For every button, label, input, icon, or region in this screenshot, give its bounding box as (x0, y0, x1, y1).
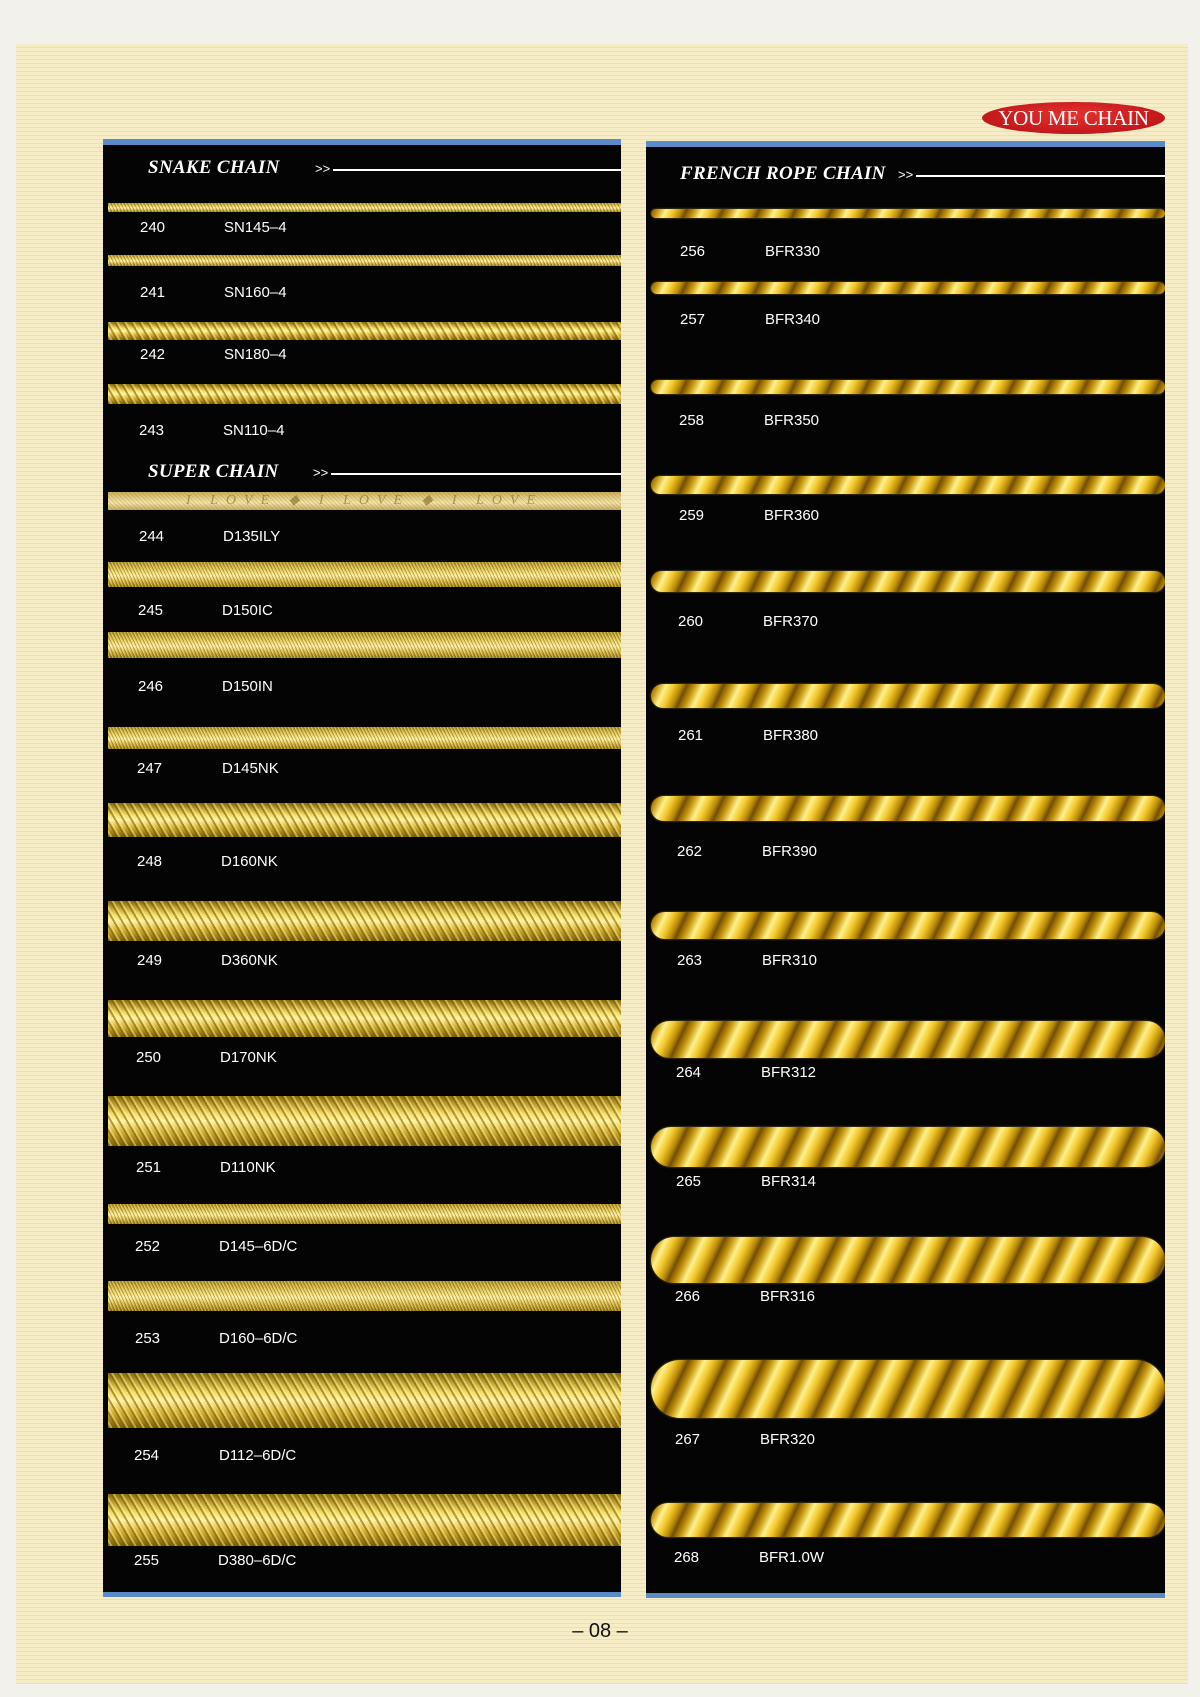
chain-image (108, 492, 621, 510)
item-number: 244 (139, 528, 165, 545)
chain-image (108, 727, 621, 749)
chain-image (651, 1360, 1165, 1418)
item-number: 240 (140, 219, 166, 236)
chain-image (651, 282, 1165, 294)
heading-rule (331, 473, 621, 475)
item-code: D160NK (221, 853, 278, 870)
item-number: 251 (136, 1159, 162, 1176)
heading-rule (916, 175, 1165, 177)
item-code: D360NK (221, 952, 278, 969)
item-number: 262 (677, 843, 703, 860)
item-code: D145NK (222, 760, 279, 777)
item-code: SN160–4 (224, 284, 287, 301)
item-code: BFR390 (762, 843, 818, 860)
chain-image (108, 1204, 621, 1224)
chain-image (108, 1494, 621, 1546)
item-code: D110NK (220, 1159, 276, 1176)
item-number: 259 (679, 507, 705, 524)
chain-image (651, 1503, 1165, 1537)
chain-image (108, 632, 621, 658)
item-number: 258 (679, 412, 705, 429)
item-number: 268 (674, 1549, 700, 1566)
chain-image (651, 796, 1165, 821)
chain-image (108, 203, 621, 212)
chain-image (651, 1021, 1165, 1058)
item-number: 249 (137, 952, 163, 969)
item-number: 247 (137, 760, 163, 777)
heading-rule (333, 169, 621, 171)
item-code: BFR350 (764, 412, 820, 429)
item-number: 245 (138, 602, 164, 619)
item-code: BFR370 (763, 613, 819, 630)
item-code: SN110–4 (223, 422, 285, 439)
item-number: 265 (676, 1173, 702, 1190)
item-code: BFR380 (763, 727, 819, 744)
section-heading-super-chain: SUPER CHAIN (148, 461, 279, 482)
item-code: BFR360 (764, 507, 820, 524)
item-number: 261 (678, 727, 704, 744)
item-number: 264 (676, 1064, 702, 1081)
item-number: 246 (138, 678, 164, 695)
chain-image (651, 684, 1165, 708)
item-code: BFR310 (762, 952, 818, 969)
item-number: 263 (677, 952, 703, 969)
arrow-icon: >> (313, 465, 329, 480)
brand-badge: YOU ME CHAIN (982, 102, 1165, 134)
chain-image (651, 571, 1165, 592)
item-number: 250 (136, 1049, 162, 1066)
item-number: 266 (675, 1288, 701, 1305)
chain-image (108, 1373, 621, 1428)
item-code: D112–6D/C (219, 1447, 297, 1464)
item-code: BFR312 (761, 1064, 817, 1081)
item-code: D160–6D/C (219, 1330, 298, 1347)
item-code: D380–6D/C (218, 1552, 297, 1569)
item-number: 253 (135, 1330, 161, 1347)
item-code: BFR1.0W (759, 1549, 825, 1566)
item-code: D150IC (222, 602, 273, 619)
item-code: SN180–4 (224, 346, 287, 363)
item-number: 241 (140, 284, 166, 301)
item-code: BFR314 (761, 1173, 817, 1190)
item-code: D145–6D/C (219, 1238, 298, 1255)
item-number: 256 (680, 243, 706, 260)
chain-image (108, 384, 621, 404)
chain-image (651, 1127, 1165, 1167)
item-number: 255 (134, 1552, 160, 1569)
item-number: 267 (675, 1431, 701, 1448)
chain-image (108, 1281, 621, 1311)
item-number: 242 (140, 346, 166, 363)
chain-image (651, 1237, 1165, 1283)
chain-image (108, 255, 621, 266)
ily-pattern: I LOVE ◆ I LOVE ◆ I LOVE (185, 493, 544, 508)
item-code: BFR320 (760, 1431, 816, 1448)
chain-image (108, 803, 621, 837)
item-number: 243 (139, 422, 165, 439)
item-code: BFR330 (765, 243, 821, 260)
item-code: BFR316 (760, 1288, 816, 1305)
chain-image (108, 562, 621, 587)
chain-image (651, 476, 1165, 494)
chain-image (651, 912, 1165, 939)
item-code: BFR340 (765, 311, 821, 328)
section-heading-snake-chain: SNAKE CHAIN (148, 157, 280, 178)
chain-image (651, 380, 1165, 394)
item-code: D170NK (220, 1049, 277, 1066)
item-number: 254 (134, 1447, 160, 1464)
item-number: 248 (137, 853, 163, 870)
chain-image (108, 1000, 621, 1037)
chain-image (108, 1096, 621, 1146)
item-number: 252 (135, 1238, 161, 1255)
chain-image (108, 901, 621, 941)
page-number: – 08 – (572, 1620, 628, 1642)
chain-image (108, 322, 621, 340)
item-number: 260 (678, 613, 704, 630)
item-code: SN145–4 (224, 219, 287, 236)
section-heading-french-rope-chain: FRENCH ROPE CHAIN (680, 163, 886, 184)
item-code: D135ILY (223, 528, 281, 545)
arrow-icon: >> (898, 167, 914, 182)
chain-image (651, 209, 1165, 218)
item-number: 257 (680, 311, 706, 328)
arrow-icon: >> (315, 161, 331, 176)
item-code: D150IN (222, 678, 273, 695)
